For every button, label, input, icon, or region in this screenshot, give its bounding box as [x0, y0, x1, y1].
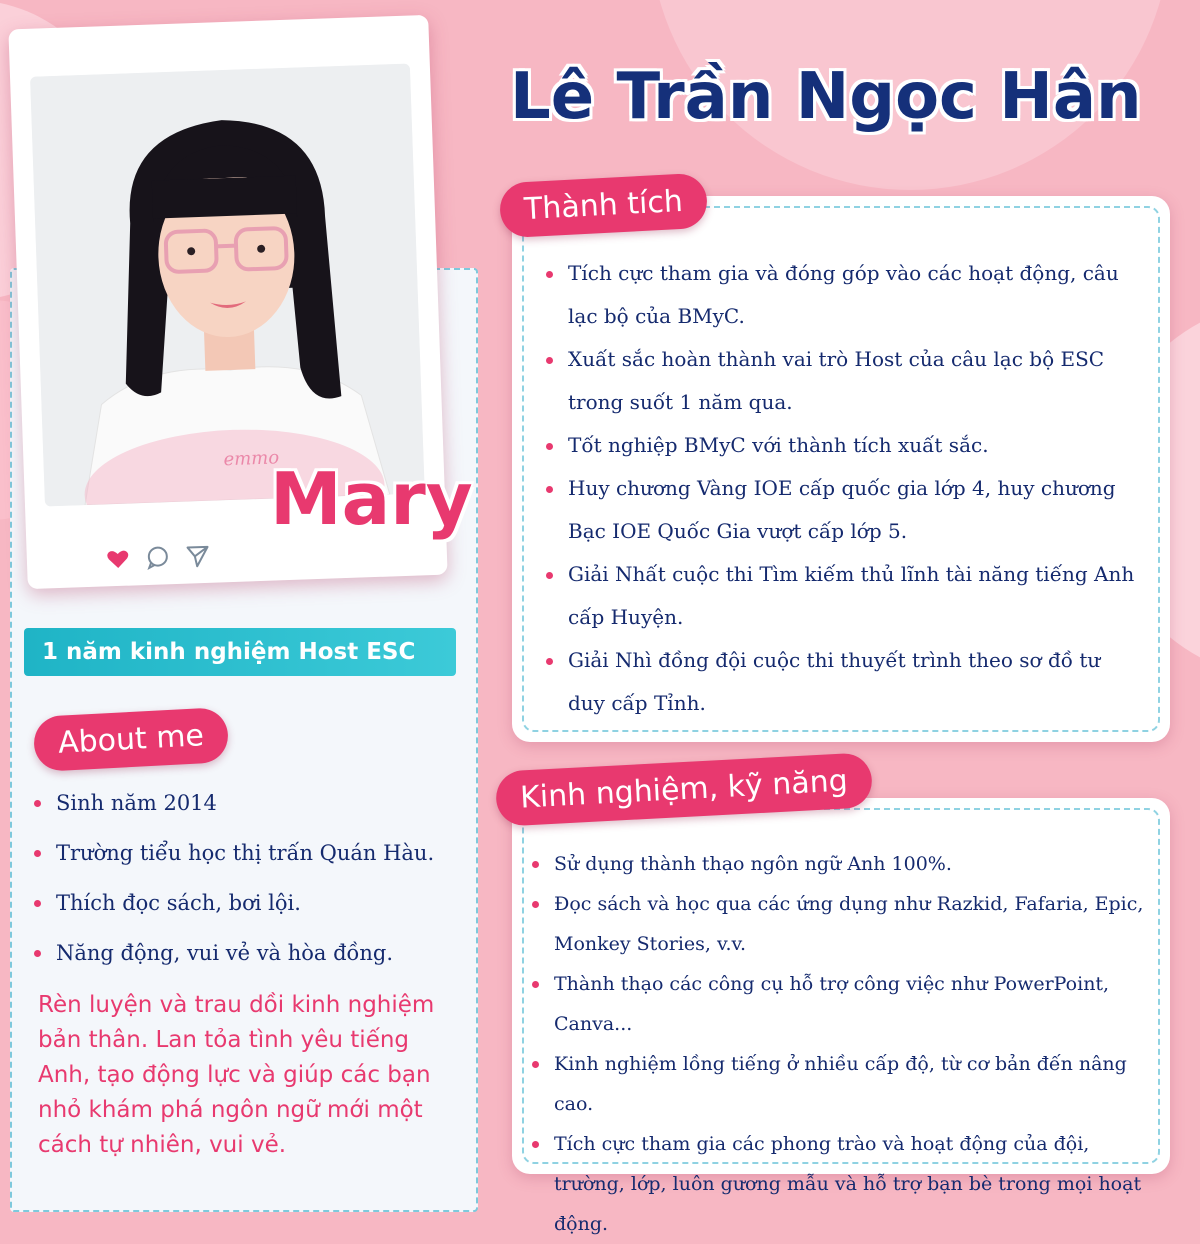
- comment-icon[interactable]: [144, 544, 171, 571]
- skills-card: [512, 798, 1170, 1235]
- list-item: Đọc sách và học qua các ứng dụng như Razkid, Fafaria, Epic, Monkey Stories, v.v.: [528, 884, 1148, 964]
- list-item: Tích cực tham gia và đóng góp vào các hoạt động, câu lạc bộ của BMyC.: [542, 252, 1142, 338]
- list-item: Thích đọc sách, bơi lội.: [30, 890, 450, 916]
- list-item: Trường tiểu học thị trấn Quán Hàu.: [30, 840, 450, 866]
- achievements-list: [542, 252, 1142, 725]
- motto-quote: Rèn luyện và trau dồi kinh nghiệm bản thân. Lan tỏa tình yêu tiếng Anh, tạo động lực và giúp các bạn nhỏ khám phá ngôn ngữ mới một cách tự nhiên, vui vẻ.: [38, 992, 435, 1158]
- about-list: [30, 790, 450, 990]
- list-item: Huy chương Vàng IOE cấp quốc gia lớp 4, huy chương Bạc IOE Quốc Gia vượt cấp lớp 5.: [542, 467, 1142, 553]
- list-item: Sử dụng thành thạo ngôn ngữ Anh 100%.: [528, 844, 1148, 884]
- send-icon[interactable]: [184, 543, 211, 570]
- list-item: Năng động, vui vẻ và hòa đồng.: [30, 940, 450, 966]
- experience-ribbon: 1 năm kinh nghiệm Host ESC: [24, 628, 456, 676]
- profile-photo: [30, 64, 425, 507]
- skills-list: [528, 844, 1148, 1244]
- achievements-card: [512, 196, 1170, 742]
- skills-heading: Kinh nghiệm, kỹ năng: [495, 752, 873, 827]
- photo-card: [8, 15, 473, 589]
- list-item: Tích cực tham gia các phong trào và hoạt động của đội, trường, lớp, luôn gương mẫu và hỗ trợ bạn bè trong mọi hoạt động.: [528, 1124, 1148, 1244]
- social-icons: [104, 543, 211, 573]
- list-item: Kinh nghiệm lồng tiếng ở nhiều cấp độ, từ cơ bản đến nâng cao.: [528, 1044, 1148, 1124]
- list-item: Tốt nghiệp BMyC với thành tích xuất sắc.: [542, 424, 1142, 467]
- achievements-heading: Thành tích: [499, 173, 709, 239]
- heart-icon[interactable]: [104, 546, 131, 573]
- nickname: Mary: [269, 457, 473, 542]
- list-item: Giải Nhất cuộc thi Tìm kiếm thủ lĩnh tài năng tiếng Anh cấp Huyện.: [542, 553, 1142, 639]
- list-item: Sinh năm 2014: [30, 790, 450, 816]
- list-item: Giải Nhì đồng đội cuộc thi thuyết trình theo sơ đồ tư duy cấp Tỉnh.: [542, 639, 1142, 725]
- page-title: Lê Trần Ngọc Hân: [510, 60, 1142, 134]
- about-heading: About me: [33, 707, 230, 772]
- list-item: Xuất sắc hoàn thành vai trò Host của câu lạc bộ ESC trong suốt 1 năm qua.: [542, 338, 1142, 424]
- list-item: Thành thạo các công cụ hỗ trợ công việc như PowerPoint, Canva...: [528, 964, 1148, 1044]
